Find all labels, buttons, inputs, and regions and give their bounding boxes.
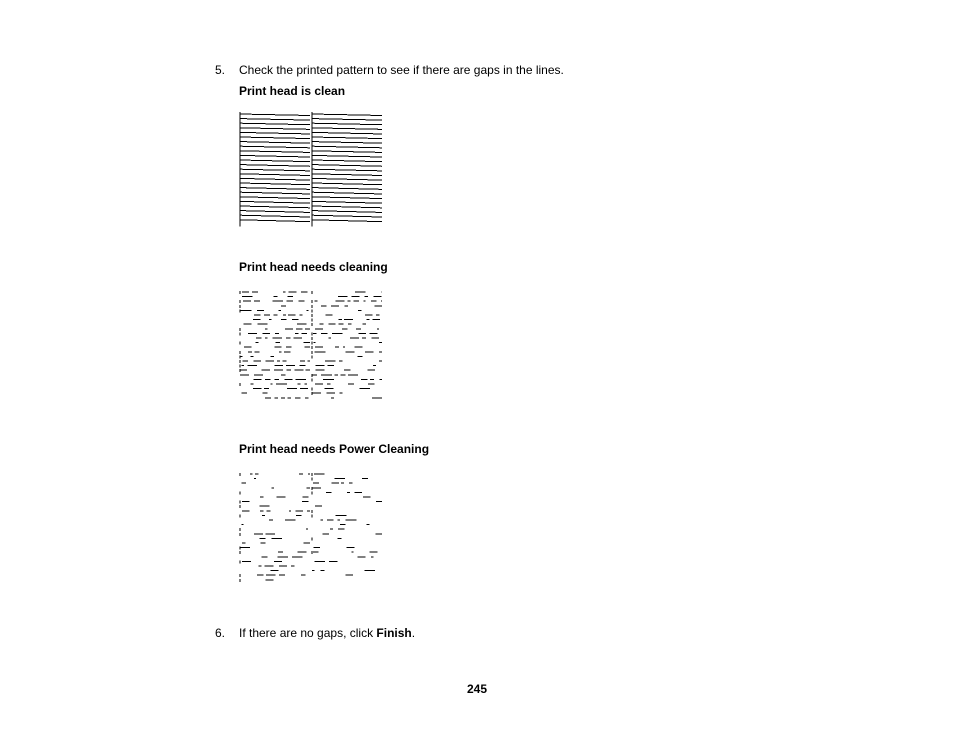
pattern-line	[312, 174, 382, 176]
pattern-line	[240, 142, 310, 144]
pattern-line	[240, 174, 310, 176]
nozzle-pattern-needs-cleaning	[238, 288, 392, 410]
pattern-line	[312, 123, 382, 125]
pattern-line	[312, 132, 382, 134]
pattern-line	[240, 114, 310, 116]
step-number: 5.	[215, 63, 226, 77]
pattern-line	[240, 132, 310, 134]
pattern-line	[312, 192, 382, 194]
pattern-line	[312, 206, 382, 208]
pattern-line	[312, 142, 382, 144]
pattern-line	[312, 201, 382, 203]
pattern-line	[312, 165, 382, 167]
pattern-line	[240, 146, 310, 148]
pattern-line	[312, 114, 382, 116]
pattern-line	[240, 119, 310, 121]
pattern-line	[240, 137, 310, 139]
step-text: Check the printed pattern to see if there are gaps in the lines.	[239, 63, 564, 77]
step-number: 6.	[215, 626, 226, 640]
page-number: 245	[466, 682, 488, 696]
heading-needs-power-cleaning: Print head needs Power Cleaning	[239, 442, 430, 456]
pattern-line	[240, 192, 310, 194]
pattern-line	[312, 119, 382, 121]
pattern-line	[312, 197, 382, 199]
pattern-line	[240, 206, 310, 208]
pattern-line	[312, 169, 382, 171]
pattern-line	[240, 160, 310, 162]
nozzle-pattern-clean	[238, 110, 386, 230]
pattern-line	[240, 183, 310, 185]
step-text-prefix: If there are no gaps, click	[239, 626, 377, 640]
pattern-line	[240, 128, 310, 130]
pattern-line	[312, 178, 382, 180]
pattern-line	[240, 155, 310, 157]
nozzle-pattern-needs-power-cleaning	[238, 470, 392, 592]
pattern-line	[312, 151, 382, 153]
pattern-line	[240, 151, 310, 153]
pattern-line	[312, 160, 382, 162]
pattern-line	[240, 201, 310, 203]
pattern-line	[240, 211, 310, 213]
pattern-line	[240, 123, 310, 125]
pattern-line	[312, 211, 382, 213]
pattern-line	[240, 220, 310, 222]
step-text	[239, 626, 415, 640]
pattern-line	[240, 215, 310, 217]
pattern-line	[240, 165, 310, 167]
pattern-line	[312, 128, 382, 130]
pattern-line	[240, 169, 310, 171]
finish-label: Finish	[376, 626, 412, 640]
pattern-line	[312, 188, 382, 190]
pattern-line	[312, 183, 382, 185]
pattern-line	[312, 155, 382, 157]
pattern-line	[312, 215, 382, 217]
heading-needs-cleaning: Print head needs cleaning	[239, 260, 388, 274]
step-text-suffix: .	[411, 626, 416, 640]
pattern-line	[240, 178, 310, 180]
pattern-line	[312, 220, 382, 222]
pattern-line	[312, 146, 382, 148]
heading-clean: Print head is clean	[239, 84, 346, 98]
pattern-line	[240, 197, 310, 199]
pattern-line	[240, 188, 310, 190]
pattern-line	[312, 137, 382, 139]
